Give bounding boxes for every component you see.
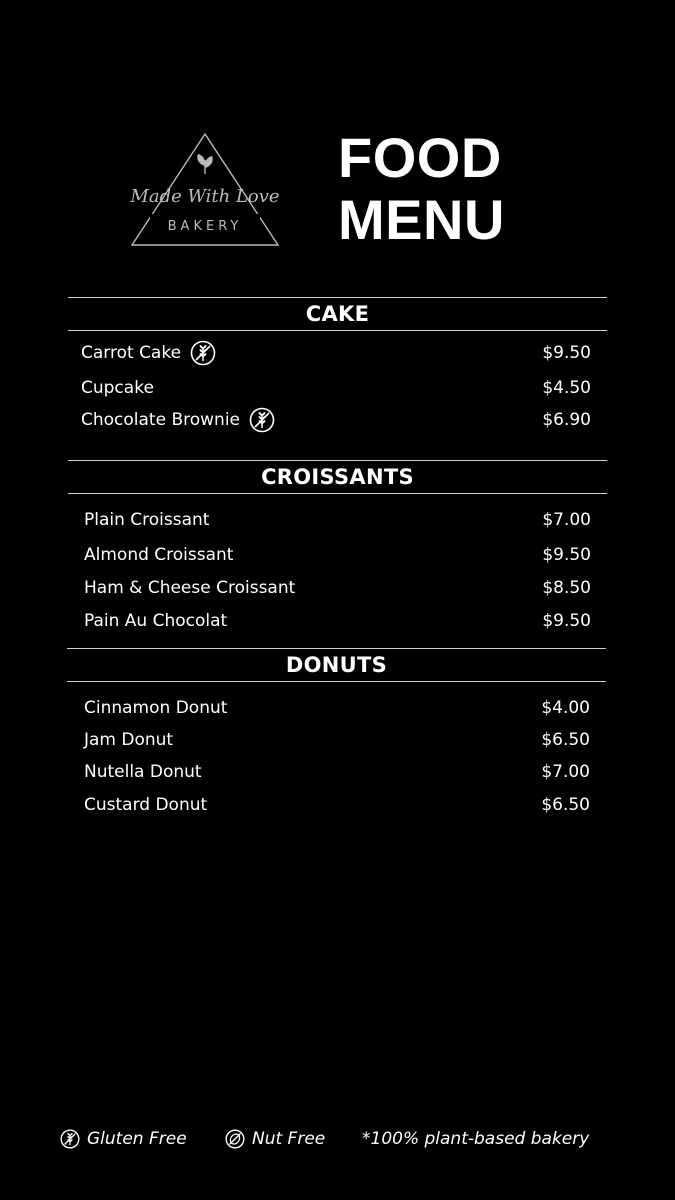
item-price: $9.50 xyxy=(542,343,591,363)
item-price: $6.90 xyxy=(542,410,591,430)
item-name: Almond Croissant xyxy=(84,545,234,565)
item-price: $6.50 xyxy=(541,730,590,750)
item-price: $9.50 xyxy=(542,545,591,565)
nut-free-icon xyxy=(225,1129,245,1149)
item-price: $9.50 xyxy=(542,611,591,631)
legend-nut-free-label: Nut Free xyxy=(252,1129,326,1149)
item-price: $6.50 xyxy=(541,795,590,815)
item-name: Jam Donut xyxy=(84,730,174,750)
item-price: $4.00 xyxy=(541,698,590,718)
section-heading: DONUTS xyxy=(67,648,606,682)
menu-item xyxy=(84,541,591,569)
gluten-free-icon xyxy=(249,407,275,433)
item-name: Cinnamon Donut xyxy=(84,698,228,718)
item-price: $4.50 xyxy=(542,378,591,398)
page-title xyxy=(338,127,505,251)
menu-item xyxy=(84,791,590,819)
gluten-free-icon xyxy=(190,340,216,366)
section-donuts xyxy=(67,648,606,815)
menu-item xyxy=(84,607,591,635)
bakery-logo xyxy=(128,130,282,250)
title-line-2: MENU xyxy=(338,188,505,251)
menu-item xyxy=(84,506,591,534)
legend-note: *100% plant-based bakery xyxy=(362,1129,590,1149)
legend-gluten-free-label: Gluten Free xyxy=(87,1129,187,1149)
item-name: Chocolate Brownie xyxy=(81,410,241,430)
item-name: Pain Au Chocolat xyxy=(84,611,228,631)
menu-item xyxy=(81,374,591,402)
section-heading: CAKE xyxy=(68,297,607,331)
item-name: Nutella Donut xyxy=(84,762,202,782)
logo-triangle-icon xyxy=(128,130,282,250)
menu-item xyxy=(81,406,591,434)
section-cake xyxy=(68,297,607,430)
item-name: Plain Croissant xyxy=(84,510,210,530)
section-croissants xyxy=(68,460,607,631)
menu-item xyxy=(84,574,591,602)
item-price: $7.00 xyxy=(542,510,591,530)
item-name: Cupcake xyxy=(81,378,154,398)
item-name: Custard Donut xyxy=(84,795,208,815)
item-name: Carrot Cake xyxy=(81,343,182,363)
section-heading: CROISSANTS xyxy=(68,460,607,494)
menu-item xyxy=(84,726,590,754)
legend-gluten-free xyxy=(60,1126,187,1152)
item-price: $8.50 xyxy=(542,578,591,598)
item-price: $7.00 xyxy=(541,762,590,782)
menu-item xyxy=(84,758,590,786)
title-line-1: FOOD xyxy=(338,126,502,189)
logo-script-text: Made With Love xyxy=(130,186,280,207)
gluten-free-icon xyxy=(60,1129,80,1149)
legend-nut-free xyxy=(225,1126,325,1152)
item-name: Ham & Cheese Croissant xyxy=(84,578,296,598)
menu-item xyxy=(84,694,590,722)
legend xyxy=(60,1126,620,1152)
logo-sub-text: BAKERY xyxy=(167,219,243,234)
menu-item xyxy=(81,339,591,367)
